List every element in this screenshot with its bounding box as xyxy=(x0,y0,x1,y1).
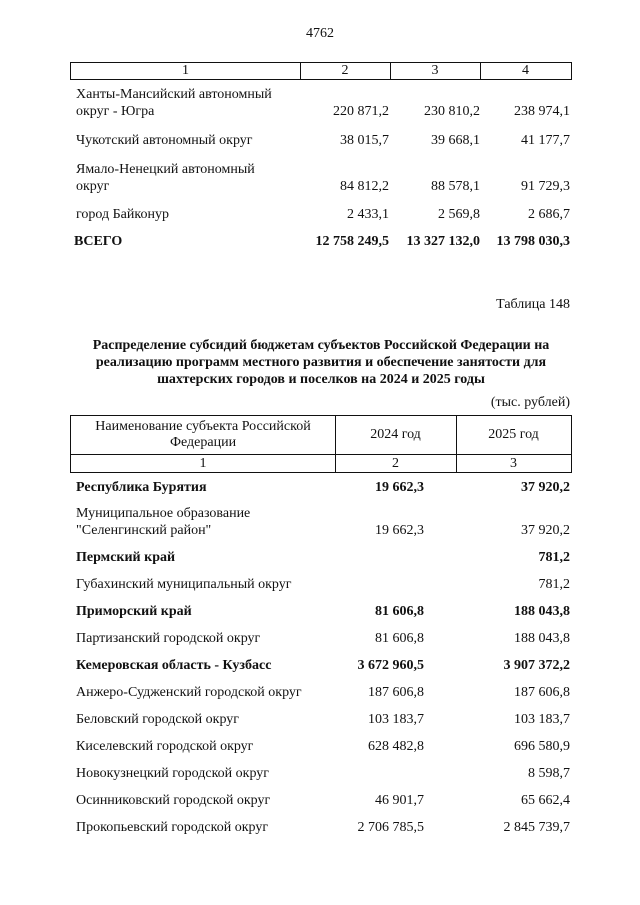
region-name: Республика Бурятия xyxy=(76,480,207,495)
total-value: 13 798 030,3 xyxy=(496,234,570,249)
value-cell: 628 482,8 xyxy=(368,739,424,754)
region-name: Кемеровская область - Кузбасс xyxy=(76,658,272,673)
region-name: Пермский край xyxy=(76,550,176,565)
value-cell: 81 606,8 xyxy=(375,604,424,619)
value-cell: 37 920,2 xyxy=(521,480,570,495)
region-name: Партизанский городской округ xyxy=(76,631,261,646)
value-cell: 781,2 xyxy=(538,550,570,565)
value-cell: 220 871,2 xyxy=(333,104,389,119)
value-cell: 238 974,1 xyxy=(514,104,570,119)
region-name: город Байконур xyxy=(76,207,169,222)
value-cell: 103 183,7 xyxy=(368,712,424,727)
value-cell: 188 043,8 xyxy=(514,631,570,646)
table1-header xyxy=(70,62,572,80)
value-cell: 188 043,8 xyxy=(514,604,570,619)
value-cell: 2 433,1 xyxy=(347,207,389,222)
header-region-name: Наименование субъекта Российской Федерации xyxy=(95,419,311,450)
value-cell: 3 907 372,2 xyxy=(503,658,570,673)
value-cell: 230 810,2 xyxy=(424,104,480,119)
value-cell: 38 015,7 xyxy=(340,133,389,148)
value-cell: 46 901,7 xyxy=(375,793,424,808)
value-cell: 81 606,8 xyxy=(375,631,424,646)
region-name: Приморский край xyxy=(76,604,192,619)
region-name: Ханты-Мансийский автономный округ - Югра xyxy=(76,87,272,119)
table2-header xyxy=(70,415,572,473)
value-cell: 781,2 xyxy=(538,577,570,592)
value-cell: 2 845 739,7 xyxy=(503,820,570,835)
total-label: ВСЕГО xyxy=(74,234,123,249)
header-num-1: 1 xyxy=(199,455,207,471)
total-value: 12 758 249,5 xyxy=(315,234,389,249)
table1-header-col1: 1 xyxy=(182,63,189,78)
value-cell: 8 598,7 xyxy=(528,766,570,781)
value-cell: 39 668,1 xyxy=(431,133,480,148)
table-title: Распределение субсидий бюджетам субъектов Российской Федерации на реализацию программ местного развития и обеспечение занятости для шахтерских городов и поселков на 2024 и 2025 годы xyxy=(92,338,550,387)
page-number: 4762 xyxy=(306,26,334,41)
region-name: Губахинский муниципальный округ xyxy=(76,577,292,592)
value-cell: 91 729,3 xyxy=(521,179,570,194)
table1-header-col2: 2 xyxy=(341,63,349,78)
header-year-2024: 2024 год xyxy=(370,427,421,442)
value-cell: 187 606,8 xyxy=(368,685,424,700)
value-cell: 696 580,9 xyxy=(514,739,570,754)
region-name: Ямало-Ненецкий автономный округ xyxy=(76,162,255,194)
value-cell: 41 177,7 xyxy=(521,133,570,148)
region-name: Беловский городской округ xyxy=(76,712,240,727)
value-cell: 187 606,8 xyxy=(514,685,570,700)
header-num-3: 3 xyxy=(510,455,517,471)
header-num-2: 2 xyxy=(392,455,399,471)
value-cell: 2 686,7 xyxy=(528,207,570,222)
region-name: Анжеро-Судженский городской округ xyxy=(76,685,302,700)
value-cell: 19 662,3 xyxy=(375,523,424,538)
value-cell: 2 569,8 xyxy=(438,207,480,222)
header-year-2025: 2025 год xyxy=(488,427,539,442)
region-name: Муниципальное образование "Селенгинский район" xyxy=(76,506,251,538)
value-cell: 84 812,2 xyxy=(340,179,389,194)
table-caption: Таблица 148 xyxy=(496,297,570,312)
value-cell: 2 706 785,5 xyxy=(357,820,424,835)
units-label: (тыс. рублей) xyxy=(490,395,570,410)
value-cell: 19 662,3 xyxy=(375,480,424,495)
value-cell: 103 183,7 xyxy=(514,712,570,727)
value-cell: 3 672 960,5 xyxy=(357,658,424,673)
table1-header-col4: 4 xyxy=(522,63,529,78)
region-name: Осинниковский городской округ xyxy=(76,793,271,808)
region-name: Чукотский автономный округ xyxy=(76,133,253,148)
value-cell: 37 920,2 xyxy=(521,523,570,538)
value-cell: 88 578,1 xyxy=(431,179,480,194)
region-name: Киселевский городской округ xyxy=(76,739,254,754)
region-name: Прокопьевский городской округ xyxy=(76,820,269,835)
table1-header-col3: 3 xyxy=(431,63,439,78)
value-cell: 65 662,4 xyxy=(521,793,570,808)
region-name: Новокузнецкий городской округ xyxy=(76,766,270,781)
total-value: 13 327 132,0 xyxy=(406,234,480,249)
